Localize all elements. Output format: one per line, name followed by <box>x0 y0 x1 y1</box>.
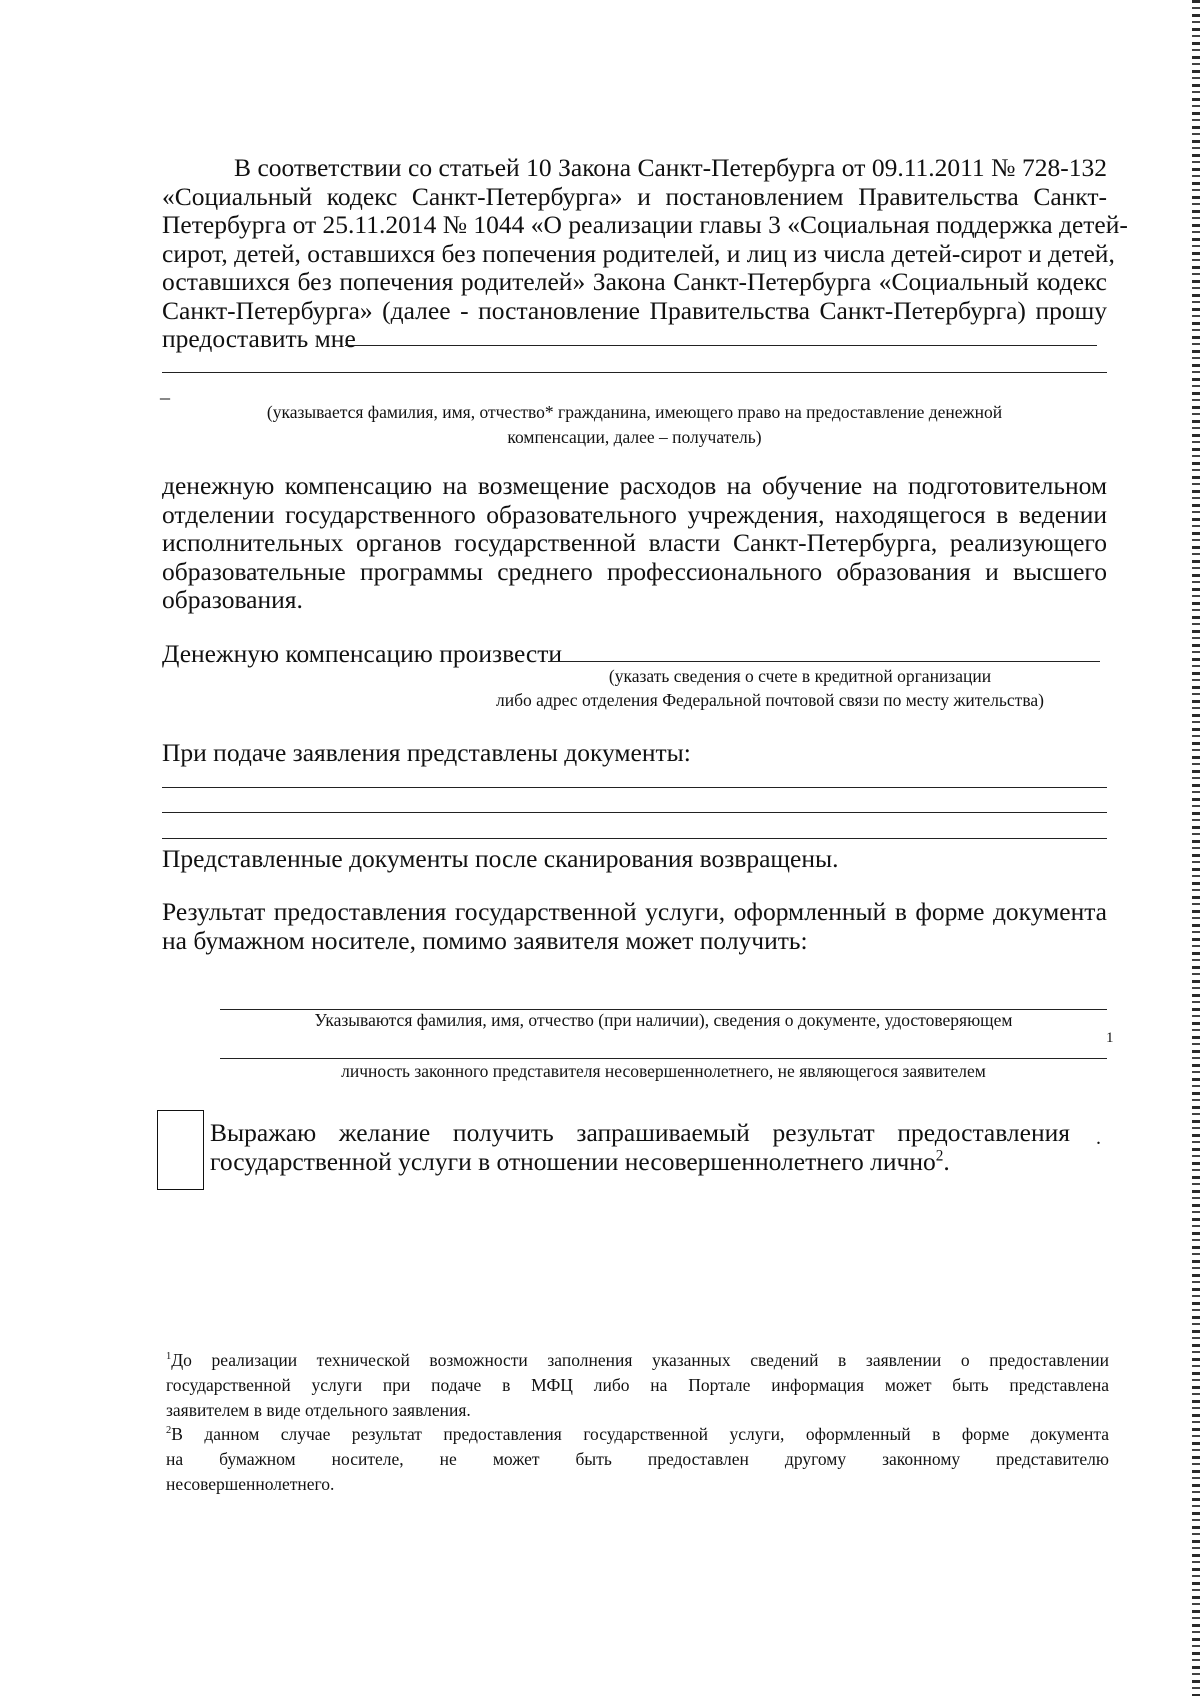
representative-caption-2: личность законного представителя несовершеннолетнего, не являющегося заявителем <box>341 1061 986 1081</box>
intro-line: оставшихся без попечения родителей» Закона Санкт-Петербурга «Социальный кодекс <box>162 267 1107 296</box>
documents-line-3[interactable] <box>162 838 1107 839</box>
recipient-name-line[interactable] <box>345 345 1097 346</box>
recipient-name-line-2[interactable] <box>162 372 1107 373</box>
footnote-ref-2: 2 <box>935 1147 944 1164</box>
intro-line: сирот, детей, оставшихся без попечения родителей, и лиц из числа детей-сирот и детей, <box>162 238 1115 268</box>
payment-caption <box>430 664 1110 712</box>
compensation-line: исполнительных органов государственной власти Санкт-Петербурга, реализующего <box>162 528 1107 557</box>
wish-text <box>210 1119 1070 1176</box>
representative-caption-1: Указываются фамилия, имя, отчество (при наличии), сведения о документе, удостоверяющем <box>314 1010 1013 1030</box>
recipient-caption <box>162 400 1107 450</box>
footnote-2-num: 2 <box>166 1425 172 1437</box>
intro-line: предоставить мне <box>162 324 356 353</box>
footnote-1-line: заявителем в виде отдельного заявления. <box>166 1400 471 1420</box>
intro-line: Петербурга от 25.11.2014 № 1044 «О реализации главы 3 «Социальная поддержка детей- <box>162 210 1128 239</box>
documents-line-1[interactable] <box>162 787 1107 788</box>
documents-label: При подаче заявления представлены документы: <box>162 738 691 767</box>
footnote-1-line <box>166 1348 1109 1373</box>
compensation-line: денежную компенсацию на возмещение расходов на обучение на подготовительном <box>162 471 1107 500</box>
compensation-paragraph <box>162 472 1107 615</box>
footnote-2-line: несовершеннолетнего. <box>166 1474 335 1494</box>
payment-label: Денежную компенсацию произвести <box>162 639 563 668</box>
footnote-2-line <box>166 1422 1109 1447</box>
result-line: Результат предоставления государственной услуги, оформленный в форме документа <box>162 897 1107 926</box>
wish-period: . <box>943 1146 950 1176</box>
compensation-line: образовательные программы среднего профессионального образования и высшего <box>162 556 1107 586</box>
payment-caption-line: (указать сведения о счете в кредитной организации <box>608 666 992 686</box>
wish-line-2-text: государственной услуги в отношении несовершеннолетнего лично <box>210 1146 936 1176</box>
wish-line-1: Выражаю желание получить запрашиваемый результат предоставления <box>210 1118 1070 1147</box>
footnote-2-text: В данном случае результат предоставления государственной услуги, оформленный в форме документа <box>171 1424 1109 1444</box>
intro-paragraph <box>162 153 1128 354</box>
payment-details-line[interactable] <box>548 661 1100 662</box>
compensation-line: образования. <box>162 585 303 614</box>
footnote-2 <box>166 1422 1109 1497</box>
wish-line-2 <box>210 1148 1070 1177</box>
result-line: на бумажном носителе, помимо заявителя может получить: <box>162 925 808 955</box>
documents-returned: Представленные документы после сканирования возвращены. <box>162 844 839 873</box>
stray-dot: . <box>1096 1127 1101 1149</box>
footnote-1-line: государственной услуги при подаче в МФЦ либо на Портале информация может быть представлена <box>166 1375 1109 1395</box>
payment-caption-line: либо адрес отделения Федеральной почтовой связи по месту жительства) <box>496 690 1044 710</box>
footnote-2-line: на бумажном носителе, не может быть предоставлен другому законному представителю <box>166 1449 1109 1469</box>
footnote-marker-1: 1 <box>1106 1030 1114 1046</box>
intro-line: В соответствии со статьей 10 Закона Санкт-Петербурга от 09.11.2011 № 728-132 <box>234 153 1107 182</box>
intro-line: «Социальный кодекс Санкт-Петербурга» и постановлением Правительства Санкт- <box>162 181 1107 211</box>
footnote-1-text: До реализации технической возможности заполнения указанных сведений в заявлении о предоставлении <box>171 1350 1109 1370</box>
footnote-1 <box>166 1348 1109 1423</box>
scan-edge-artifact <box>1192 0 1200 1696</box>
result-paragraph <box>162 898 1107 955</box>
documents-line-2[interactable] <box>162 812 1107 813</box>
personal-receipt-checkbox[interactable] <box>157 1110 204 1190</box>
footnote-1-num: 1 <box>166 1351 172 1363</box>
stray-dash: _ <box>160 380 170 402</box>
recipient-caption-line: (указывается фамилия, имя, отчество* гражданина, имеющего право на предоставление денежной <box>266 402 1003 422</box>
recipient-caption-line: компенсации, далее – получатель) <box>507 427 762 447</box>
compensation-line: отделении государственного образовательного учреждения, находящегося в ведении <box>162 499 1107 529</box>
intro-line: Санкт-Петербурга» (далее - постановление Правительства Санкт-Петербурга) прошу <box>162 295 1107 325</box>
